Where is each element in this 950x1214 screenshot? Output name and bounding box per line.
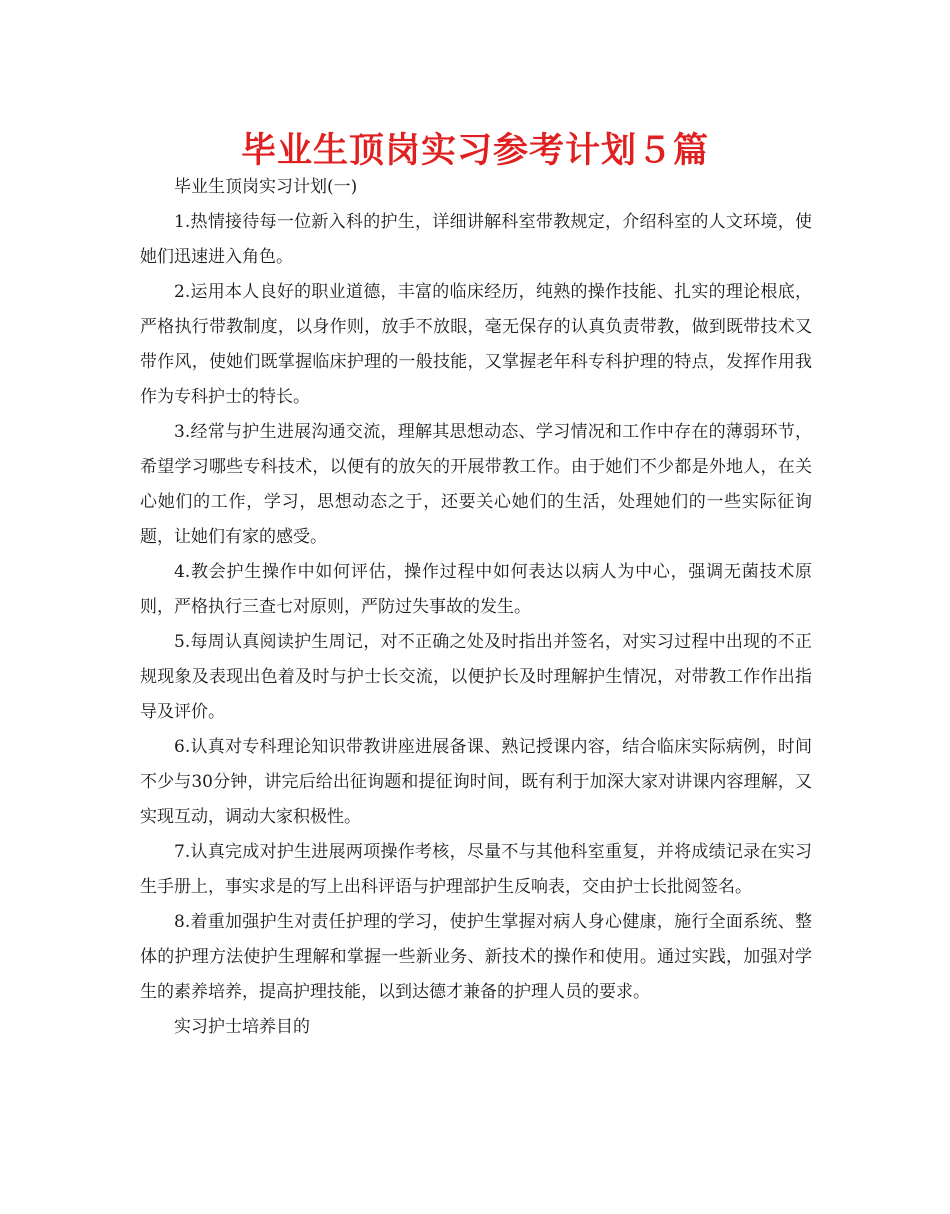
paragraph-1: 1.热情接待每一位新入科的护生，详细讲解科室带教规定，介绍科室的人文环境，使她们迅速进入角色。: [140, 212, 812, 267]
document-title: 毕业生顶岗实习参考计划５篇: [240, 131, 709, 171]
paragraph-6: 6.认真对专科理论知识带教讲座进展备课、熟记授课内容，结合临床实际病例，时间不少与30分钟，讲完后给出征询题和提征询时间，既有利于加深大家对讲课内容理解，又实现互动，调动大家积极性。: [140, 737, 812, 827]
paragraph-8: 8.着重加强护生对责任护理的学习，使护生掌握对病人身心健康，施行全面系统、整体的护理方法使护生理解和掌握一些新业务、新技术的操作和使用。通过实践，加强对学生的素养培养，提高护理技能，以到达德才兼备的护理人员的要求。: [140, 912, 812, 1002]
paragraph-7: 7.认真完成对护生进展两项操作考核，尽量不与其他科室重复，并将成绩记录在实习生手册上，事实求是的写上出科评语与护理部护生反响表，交由护士长批阅签名。: [140, 842, 812, 897]
paragraph-4: 4.教会护生操作中如何评估，操作过程中如何表达以病人为中心，强调无菌技术原则，严格执行三查七对原则，严防过失事故的发生。: [140, 562, 812, 617]
paragraph-2: 2.运用本人良好的职业道德，丰富的临床经历，纯熟的操作技能、扎实的理论根底，严格执行带教制度，以身作则，放手不放眼，毫无保存的认真负责带教，做到既带技术又带作风，使她们既掌握临床护理的一般技能，又掌握老年科专科护理的特点，发挥作用我作为专科护士的特长。: [140, 282, 812, 407]
document-body: [140, 170, 812, 1045]
subsection-heading: 实习护士培养目的: [174, 1017, 310, 1037]
paragraph-3: 3.经常与护生进展沟通交流，理解其思想动态、学习情况和工作中存在的薄弱环节，希望学习哪些专科技术，以便有的放矢的开展带教工作。由于她们不少都是外地人，在关心她们的工作，学习，思想动态之于，还要关心她们的生活，处理她们的一些实际征询题，让她们有家的感受。: [140, 422, 812, 547]
paragraph-5: 5.每周认真阅读护生周记，对不正确之处及时指出并签名，对实习过程中出现的不正规现象及表现出色着及时与护士长交流，以便护长及时理解护生情况，对带教工作作出指导及评价。: [140, 632, 812, 722]
section-heading: 毕业生顶岗实习计划(一): [174, 177, 358, 197]
